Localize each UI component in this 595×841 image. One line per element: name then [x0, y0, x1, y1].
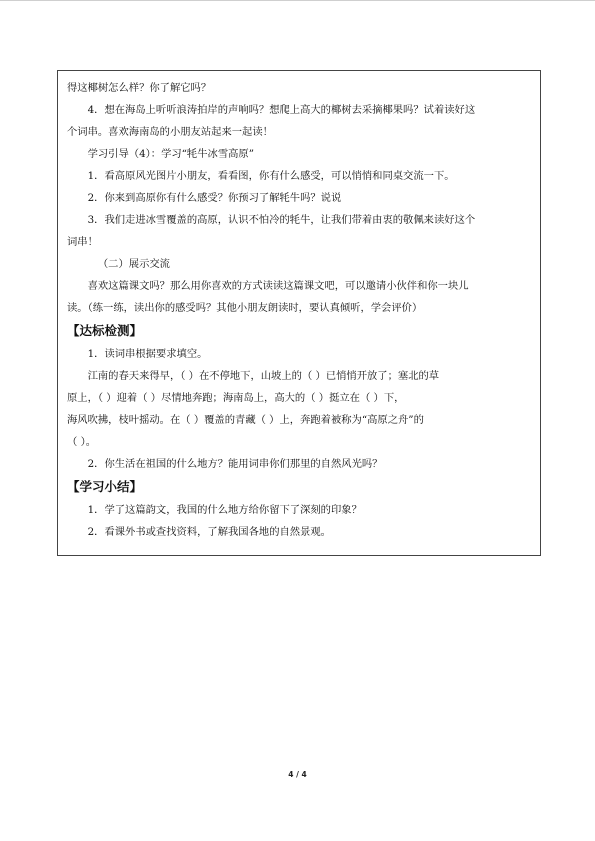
text-line: 1．读词串根据要求填空。 — [87, 348, 208, 360]
text-line: 2．你生活在祖国的什么地方？能用词串你们那里的自然风光吗？ — [87, 458, 383, 470]
text-line: 个词串。喜欢海南岛的小朋友站起来一起读！ — [67, 126, 273, 138]
text-line: 喜欢这篇课文吗？那么用你喜欢的方式读读这篇课文吧，可以邀请小伙伴和你一块儿 — [87, 280, 469, 292]
text-line: 读。（练一练，读出你的感受吗？其他小朋友朗读时，要认真倾听，学会评价） — [67, 302, 423, 314]
fill-blank-line: 原上，（ ）迎着（ ）尽情地奔跑；海南岛上，高大的（ ）挺立在（ ）下， — [67, 392, 405, 404]
text-line: 2．你来到高原你有什么感受？你预习了解牦牛吗？说说 — [87, 192, 342, 204]
subsection-title: （二）展示交流 — [97, 258, 170, 270]
heading-assessment: 【达标检测】 — [67, 323, 143, 338]
lesson-text — [67, 77, 532, 543]
page-top-rule — [0, 0, 595, 1]
text-line: 4．想在海岛上听听浪涛拍岸的声响吗？想爬上高大的椰树去采摘椰果吗？试着读好这 — [87, 104, 476, 116]
text-line: 3．我们走进冰雪覆盖的高原，认识不怕冷的牦牛，让我们带着由衷的敬佩来读好这个 — [87, 214, 476, 226]
content-table-cell — [57, 70, 541, 556]
text-line: 得这椰树怎么样？你了解它吗？ — [67, 82, 212, 94]
text-line: 1．学了这篇韵文，我国的什么地方给你留下了深刻的印象？ — [87, 504, 362, 516]
section-guide-4: 学习引导（4）：学习“牦牛冰雪高原” — [87, 148, 254, 160]
fill-blank-line: 江南的春天来得早，（ ）在不停地下，山坡上的（ ）已悄悄开放了；塞北的草 — [87, 370, 440, 382]
text-line: 1．看高原风光图片小朋友，看看图，你有什么感受，可以悄悄和同桌交流一下。 — [87, 170, 455, 182]
text-line: 词串！ — [67, 236, 98, 248]
text-line: 2．看课外书或查找资料，了解我国各地的自然景观。 — [87, 526, 331, 538]
page-number: 4 / 4 — [288, 770, 307, 779]
fill-blank-line: （ ）。 — [67, 436, 97, 448]
fill-blank-line: 海风吹拂，枝叶摇动。在（ ）覆盖的青藏（ ）上，奔跑着被称为“高原之舟”的 — [67, 414, 424, 426]
heading-summary: 【学习小结】 — [67, 479, 143, 494]
